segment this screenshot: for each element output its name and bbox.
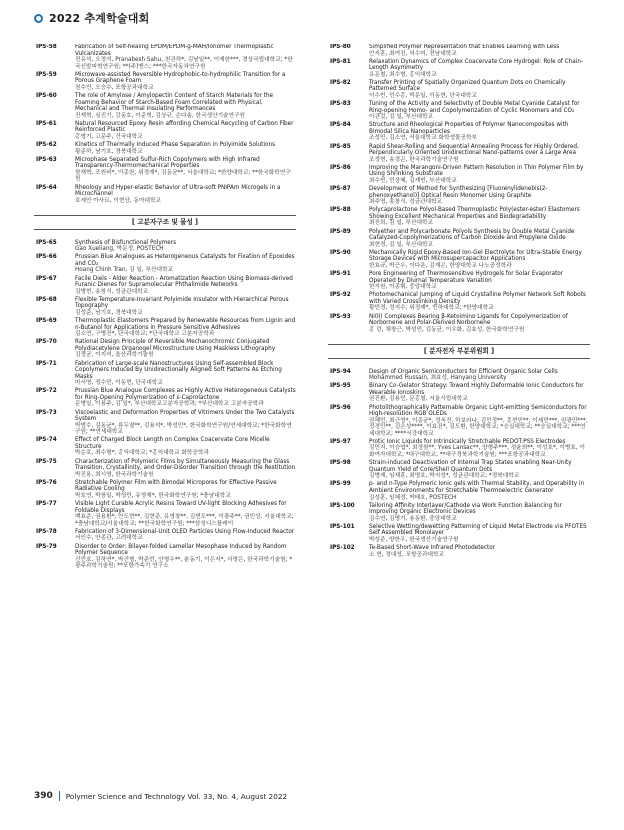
abstract-body xyxy=(75,459,296,479)
abstract-authors: 김수연, 김병기, 용동환, 중앙대학교 xyxy=(369,515,457,522)
abstract-body xyxy=(75,297,296,317)
abstract-entry xyxy=(328,229,590,249)
abstract-authors: 황민경, 정지수, 위정재*, 인하대학교; *한양대학교 xyxy=(369,305,494,312)
abstract-authors: 홍 린, 채창근, 박성민, 김동균, 이우화, 김효성, 한국화학연구원 xyxy=(369,326,525,333)
abstract-entry xyxy=(328,524,590,544)
abstract-entry xyxy=(34,157,296,183)
abstract-title: Rational Design Principle of Reversible Mechanochromic Conjugated Polydiacetylene Organogel Microstructure Using Maskless Lithography xyxy=(75,339,276,352)
left-column xyxy=(34,44,296,780)
abstract-body xyxy=(369,186,590,206)
abstract-body xyxy=(369,369,590,382)
abstract-entry xyxy=(34,142,296,155)
abstract-authors: 신민호, 김하연*, 박건형, 박준민, 안형우**, 윤동기, 이은지*, 서명은, 한국과학기술원; *광주과학기술원; **포항가속기 연구소 xyxy=(75,556,293,570)
abstract-body xyxy=(75,410,296,436)
abstract-entry xyxy=(328,186,590,206)
abstract-code: IPS-68 xyxy=(36,296,57,303)
abstract-body xyxy=(369,250,590,270)
abstract-code: IPS-94 xyxy=(330,368,351,375)
abstract-entry xyxy=(328,122,590,142)
circle-bullet-icon xyxy=(34,14,43,23)
abstract-entry xyxy=(328,271,590,291)
abstract-body xyxy=(75,142,296,155)
abstract-code: IPS-86 xyxy=(330,164,351,171)
abstract-entry xyxy=(328,314,590,334)
abstract-authors: 마서영, 정수민, 이동현, 단국대학교 xyxy=(75,380,163,387)
abstract-entry xyxy=(34,410,296,436)
page-number: 390 xyxy=(34,791,53,801)
abstract-body xyxy=(75,480,296,500)
abstract-title: Photolithographically Patternable Organic Light-emitting Semiconductors for High-resolution RGB OLEDs xyxy=(369,404,587,418)
abstract-title: Prussian Blue Analogues as Heterogeneous Catalysts for Fixation of Epoxides and CO₂ xyxy=(75,254,295,267)
abstract-code: IPS-83 xyxy=(330,101,351,108)
abstract-authors: 서인수, 안종관, 고려대학교 xyxy=(75,535,143,542)
abstract-body xyxy=(369,503,590,523)
abstract-entry xyxy=(328,369,590,382)
abstract-entry xyxy=(328,250,590,270)
abstract-body xyxy=(75,437,296,457)
abstract-body xyxy=(75,529,296,542)
abstract-code: IPS-72 xyxy=(36,388,57,395)
abstract-code: IPS-82 xyxy=(330,79,351,86)
abstract-authors: 김병재, 임재훈, 최명호, 박지성*, 성균관대학교; *경북대학교 xyxy=(369,473,520,480)
abstract-entry xyxy=(34,361,296,387)
abstract-title: Stretchable Polymer Film with Bimodal Micropores for Effective Passive Radiative Cooling xyxy=(75,479,277,493)
abstract-entry xyxy=(328,460,590,480)
abstract-body xyxy=(75,339,296,359)
abstract-title: Transfer Printing of Spatially Organized Quantum Dots on Chemically Patterned Surface xyxy=(369,79,566,93)
abstract-entry xyxy=(34,297,296,317)
abstract-body xyxy=(75,276,296,296)
abstract-code: IPS-96 xyxy=(330,404,351,411)
abstract-title: Simplified Polymer Representation that Enables Learning with Less xyxy=(369,44,560,50)
abstract-authors: 소 현, 정대성, 포항공과대학교 xyxy=(369,551,444,558)
section-heading: [ 분자전자 부분위원회 ] xyxy=(328,344,590,359)
abstract-authors: 유문철, 최수형, 홍익대학교 xyxy=(369,71,437,78)
abstract-code: IPS-71 xyxy=(36,360,57,367)
abstract-body xyxy=(369,207,590,227)
abstract-body xyxy=(75,121,296,141)
abstract-code: IPS-60 xyxy=(36,93,57,100)
abstract-code: IPS-97 xyxy=(330,438,351,445)
abstract-title: Characterization of Polymeric Films by Simultaneously Measuring the Glass Transition, Crystallinity, and Order-Disorder Transition through the Restitution xyxy=(75,458,296,472)
abstract-title: The role of Amylose / Amylopectin Content of Starch Materials for the Foaming Behavior of Starch-Based Foam Correlated with Physical, Mechanical and Thermal Insulating Performances xyxy=(75,93,274,113)
abstract-entry xyxy=(34,318,296,338)
abstract-title: Mechanically Rigid Epoxy-Based Ion-Gel Electrolyte for Ultra-Stable Energy Storage Devices with Microsupercapacitor Applications xyxy=(369,249,582,263)
abstract-code: IPS-77 xyxy=(36,501,57,508)
page-header xyxy=(34,10,149,26)
abstract-body xyxy=(75,157,296,183)
abstract-entry xyxy=(328,481,590,501)
abstract-title: Microphase Separated Sulfur-Rich Copolymers with High Infrared Transparency-Thermomechanical Properties xyxy=(75,156,260,170)
abstract-authors: 이수빈, 민수홍, 박문일, 이동현, 단국대학교 xyxy=(369,93,477,100)
abstract-body xyxy=(75,501,296,527)
section-heading: [ 고분자구조 및 물성 ] xyxy=(34,215,296,230)
abstract-authors: 이관걸, 김 일, 부산대학교 xyxy=(369,114,433,121)
abstract-code: IPS-90 xyxy=(330,249,351,256)
abstract-body xyxy=(369,59,590,79)
page-title: 2022 추계학술대회 xyxy=(49,12,150,25)
abstract-title: Improving the Marangoni-Driven Pattern Resolution in Thin Polymer Film by Using Shrinking Substrate xyxy=(369,164,584,178)
abstract-entry xyxy=(34,459,296,479)
abstract-title: Binary Co-Gelator Strategy: Toward Highly Deformable Ionic Conductors for Wearable Ionoskins xyxy=(369,383,584,396)
abstract-entry xyxy=(34,185,296,205)
abstract-authors: 안지훈, 최여진, 허수미, 전남대학교 xyxy=(369,50,457,57)
abstract-entry xyxy=(34,544,296,570)
abstract-title: Rheology and Hyper-elastic Behavior of Ultra-soft PNIPAm Microgels in a Microchannel xyxy=(75,184,281,198)
abstract-body xyxy=(369,80,590,100)
abstract-code: IPS-75 xyxy=(36,458,57,465)
abstract-body xyxy=(75,240,296,253)
abstract-code: IPS-93 xyxy=(330,313,351,320)
abstract-code: IPS-84 xyxy=(330,122,351,129)
abstract-entry xyxy=(328,439,590,459)
abstract-entry xyxy=(328,44,590,57)
abstract-title: Visible Light Curable Acrylic Resins Toward UV-light Blocking Adhesives for Foldable Displays xyxy=(75,501,287,514)
abstract-title: Microwave-assisted Reversible Hydrophobic-to-hydrophilic Transition for a Porous Graphene Foam xyxy=(75,71,286,85)
abstract-code: IPS-65 xyxy=(36,239,57,246)
abstract-body xyxy=(369,144,590,164)
abstract-entry xyxy=(34,276,296,296)
abstract-title: Ni(II) Complexes Bearing β-Ketoimino Ligands for Copolymerization of Norbornene and Polar-Derived Norbornene xyxy=(369,313,568,327)
abstract-code: IPS-79 xyxy=(36,543,57,550)
abstract-title: Facile Diels - Alder Reaction - Aromatization Reaction Using Biomass-derived Furanic Dienes for Supramolecular Phthalimide Networks xyxy=(75,275,293,289)
abstract-title: Te-Based Short-Wave Infrared Photodetector xyxy=(369,545,496,552)
abstract-authors: 박성준, 양한우, 한국생산기술연구원 xyxy=(369,536,459,543)
abstract-code: IPS-99 xyxy=(330,481,351,488)
abstract-code: IPS-76 xyxy=(36,479,57,486)
abstract-title: Fabrication of 3-Dimensional-Unit OLED Particles Using Flow-Induced Reactor xyxy=(75,528,295,535)
abstract-title: Effect of Charged Block Length on Complex Coacervate Core Micelle Structure xyxy=(75,437,270,450)
abstract-body xyxy=(75,544,296,570)
abstract-body xyxy=(75,44,296,70)
abstract-title: p- and n-Type Polymeric Ionic gels with Thermal Stability, and Operability in Ambient Environments for Stretchable Thermoelectric Generator xyxy=(369,481,585,494)
abstract-entry xyxy=(34,529,296,542)
abstract-authors: 김병현, 송창식, 성균관대학교 xyxy=(75,288,149,295)
abstract-authors: 박진용, 최시영, 한국과학기술원 xyxy=(75,471,154,478)
abstract-title: Tailoring Affinity Interlayer/Cathode via Work Function Balancing for Improving Organic Electronic Devices xyxy=(369,502,562,516)
abstract-code: IPS-67 xyxy=(36,275,57,282)
abstract-entry xyxy=(328,503,590,523)
abstract-entry xyxy=(34,240,296,253)
abstract-authors: 최수빈, 민상혜, 김재빈, 부산대학교 xyxy=(369,177,457,184)
abstract-title: Flexible Temperature-Invariant Polyimide Insulator with Hierarchical Porous Topography xyxy=(75,296,289,310)
abstract-entry xyxy=(328,207,590,227)
abstract-title: Protic Ionic Liquids for Intrinsically Stretchable PEDOT:PSS Electrodes xyxy=(369,438,566,445)
abstract-entry xyxy=(34,501,296,527)
abstract-authors: 조정현, 송정곤, 한국과학기술연구원 xyxy=(369,156,459,163)
abstract-authors: 권진환, 김용민, 문홍철, 서울시립대학교 xyxy=(369,396,468,403)
abstract-title: Kinetics of Thermally Induced Phase Separation in Polyimide Solutions xyxy=(75,142,276,149)
abstract-body xyxy=(75,72,296,92)
abstract-entry xyxy=(328,59,590,79)
abstract-title: Tuning of the Activity and Selectivity of Double Metal Cyanide Catalyst for Ring-opening Homo- and Copolymerization of Cyclic Monomers and CO₂ xyxy=(369,101,580,114)
journal-citation: Polymer Science and Technology Vol. 33, No. 4, August 2022 xyxy=(65,791,288,801)
abstract-authors: 문병일, 이용주, 김 일*, 부산대학교고분자공학과; *부산대학교 고분자공학과 xyxy=(75,401,264,408)
abstract-body xyxy=(369,165,590,185)
abstract-entry xyxy=(328,405,590,438)
abstract-title: Prussian Blue Analogue Complexes as Highly Active Heterogeneous Catalysts for Ring-Opening Polymerization of ε-Caprolactone xyxy=(75,388,296,401)
abstract-code: IPS-91 xyxy=(330,271,351,278)
abstract-code: IPS-85 xyxy=(330,143,351,150)
abstract-authors: Mohammed Hussain, 최효성, Hanyang University xyxy=(369,375,507,382)
abstract-entry xyxy=(34,437,296,457)
abstract-authors: 박순호, 최수형*, 홍익대학교; *홍익대학교 화학공학과 xyxy=(75,450,209,457)
abstract-title: Selective Wetting/dewetting Patterning of Liquid Metal Electrode via PFOTES Self Assembled Monolayer xyxy=(369,523,587,537)
abstract-entry xyxy=(328,80,590,100)
abstract-title: Synthesis of Bisfunctional Polymers xyxy=(75,239,177,246)
abstract-authors: 박범수, 김동균*, 류두열**, 김용석*, 박성민*, 한국화학연구원/연세대학교; *한국화학연구원; **연세대학교 xyxy=(75,422,292,436)
abstract-body xyxy=(75,254,296,274)
abstract-title: Rapid Shear-Rolling and Sequential Annealing Process for Highly Ordered, Perpendicularly Oriented Unidirectional Nano-patterns over a Large Area xyxy=(369,143,579,157)
abstract-code: IPS-61 xyxy=(36,120,57,127)
abstract-entry xyxy=(34,339,296,359)
abstract-title: Polyether and Polycarbonate Polyols Synthesis by Double Metal Cyanide Catalyzed-Copolymerizations of Carbon Dioxide and Propylene Oxide xyxy=(369,228,575,242)
abstract-code: IPS-58 xyxy=(36,44,57,50)
abstract-code: IPS-59 xyxy=(36,71,57,78)
abstract-authors: 조성민, 김소연, 서울대학교 화학생물공학부 xyxy=(369,135,477,142)
abstract-body xyxy=(369,481,590,501)
abstract-title: Strain-induced Deactivation of Internal Trap States enabling Near-Unity Quantum Yield of Core/Shell Quantum Dots xyxy=(369,460,572,473)
abstract-body xyxy=(75,318,296,338)
abstract-body xyxy=(369,383,590,403)
abstract-authors: 백효준, 권용환*, 안도현**, 김현준, 유영창**, 김현도***, 이광주**, 권민상, 서울대학교; *충남대학교/서울대학교; **한국화학연구원; ***삼성디스플레이 xyxy=(75,514,294,527)
abstract-title: Disorder to Order: Bilayer-folded Lamellar Mesophase Induced by Random Polymer Sequence xyxy=(75,543,287,557)
abstract-code: IPS-92 xyxy=(330,292,351,299)
abstract-authors: 권혜민, 최근영*, 이종균*, 정욱진, 하보라나, 김민정**, 홍현민**, 이세민***, 권광민***, 정경민**, 김은성****, 이효진*, 김도환, 한양대학교; *승실대학교; **승실대학교; ***연세대학교; ****서강대학교 xyxy=(369,417,588,437)
abstract-code: IPS-73 xyxy=(36,409,57,416)
abstract-authors: 진재혁, 심진기, 강동호, 이준혁, 김상규, 손다솜, 한국생산기술연구원 xyxy=(75,112,246,119)
abstract-title: Viscoelastic and Deformation Properties of Vitrimers Under the Two Catalysts System xyxy=(75,409,295,423)
abstract-body xyxy=(369,545,590,558)
abstract-title: Development of Method for Synthesizing [Fluorenylidenebis(2-phenoxyethanol)] Optical Resin Monomer Using Graphite xyxy=(369,186,548,199)
abstract-title: Photomechanical Jumping of Liquid Crystalline Polymer Network Soft Robots with Varied Crosslinking Density xyxy=(369,292,586,305)
abstract-body xyxy=(369,44,590,57)
abstract-authors: 최주영, 송창식, 성균관대학교 xyxy=(369,199,443,206)
abstract-title: Fabrication of Self-healing EPDM/EPDM-g-MAH/Ionomer Thermoplastic Vulcanizates xyxy=(75,44,274,57)
abstract-authors: 홍영기, 고문주, 건국대학교 xyxy=(75,133,143,140)
abstract-title: Pore Engineering of Thermosensitive Hydrogels for Solar Evaporator Operated by Diurnal Temperature Variation xyxy=(369,271,564,284)
abstract-code: IPS-100 xyxy=(330,502,355,509)
abstract-entry xyxy=(34,72,296,92)
abstract-body xyxy=(369,314,590,334)
abstract-body xyxy=(369,101,590,121)
right-column xyxy=(328,44,590,780)
abstract-title: Polycaprolactone Polyol-Based Thermoplastic Poly(ester-ester) Elastomers Showing Excellent Mechanical Properties and Biodegradability xyxy=(369,207,580,220)
abstract-entry xyxy=(328,383,590,403)
page-footer xyxy=(34,789,287,803)
abstract-entry xyxy=(34,121,296,141)
abstract-entry xyxy=(328,101,590,121)
abstract-authors: 최진희, 김 일, 부산대학교 xyxy=(369,220,433,227)
abstract-title: Natural Resourced Epoxy Resin affording Chemical Recycling of Carbon Fiber Reinforced Plastic xyxy=(75,120,294,134)
abstract-body xyxy=(369,405,590,438)
abstract-entry xyxy=(328,292,590,312)
abstract-body xyxy=(75,185,296,205)
abstract-entry xyxy=(34,93,296,119)
abstract-body xyxy=(75,388,296,408)
abstract-body xyxy=(75,93,296,119)
abstract-authors: Hoang Chinh Tran, 김 일, 부산대학교 xyxy=(75,267,174,274)
abstract-body xyxy=(369,229,590,249)
abstract-code: IPS-66 xyxy=(36,254,57,261)
abstract-authors: 호세안 아사르, 이현상, 동아대학교 xyxy=(75,197,161,204)
abstract-code: IPS-95 xyxy=(330,383,351,390)
abstract-code: IPS-69 xyxy=(36,318,57,325)
abstract-body xyxy=(75,361,296,387)
abstract-code: IPS-81 xyxy=(330,58,351,65)
abstract-body xyxy=(369,292,590,312)
abstract-code: IPS-74 xyxy=(36,437,57,444)
abstract-entry xyxy=(34,388,296,408)
abstract-authors: 김성훈, 임혜정, 박태호, POSTECH xyxy=(369,494,457,501)
abstract-authors: 김정균, 이지석, 울산과학기술원 xyxy=(75,352,154,359)
abstract-entry xyxy=(328,165,590,185)
abstract-title: Thermoplastic Elastomers Prepared by Renewable Resources from Lignin and n-Butanol for Applications in Pressure Sensitive Adhesives xyxy=(75,318,296,331)
abstract-code: IPS-87 xyxy=(330,186,351,193)
abstract-code: IPS-62 xyxy=(36,142,57,149)
footer-divider xyxy=(59,791,60,801)
abstract-authors: 전유석, 오정석, Pranabesh Sahu, 천관하*, 김남일**, 이재한***, 경상국립대학교; *한국신발피혁연구원; **(주)엔스; ***한국자동차연구원 xyxy=(75,57,293,70)
abstract-entry xyxy=(34,480,296,500)
abstract-title: Design of Organic Semiconductors for Efficient Organic Solar Cells xyxy=(369,368,558,375)
abstract-authors: 최현경, 김 일, 부산대학교 xyxy=(369,241,433,248)
abstract-code: IPS-70 xyxy=(36,339,57,346)
abstract-authors: 황준하, 남기호, 경북대학교 xyxy=(75,148,143,155)
abstract-authors: 한지원, 이종휘, 중앙대학교 xyxy=(369,284,437,291)
abstract-body xyxy=(369,439,590,459)
abstract-entry xyxy=(328,545,590,558)
abstract-authors: 천수민, 오승수, 포항공과대학교 xyxy=(75,84,154,91)
abstract-code: IPS-80 xyxy=(330,44,351,50)
abstract-body xyxy=(369,460,590,480)
abstract-title: Fabrication of Large-scale Nanostructures Using Self-assembled Block Copolymers Induced By Unidirectionally Aligned Soft Patterns As Etching Masks xyxy=(75,360,282,380)
abstract-authors: 한효규, 박근우, 이다운, 김재곤, 한양대학교 나노공정학과 xyxy=(369,262,512,269)
abstract-code: IPS-98 xyxy=(330,460,351,467)
abstract-authors: Gao Xueliang, 박문정, POSTECH xyxy=(75,246,164,253)
abstract-title: Structure and Rheological Properties of Polymer Nanocomposites with Bimodal Silica Nanoparticles xyxy=(369,122,569,135)
abstract-body xyxy=(369,122,590,142)
abstract-code: IPS-88 xyxy=(330,207,351,214)
abstract-code: IPS-78 xyxy=(36,528,57,535)
abstract-authors: 박호연, 박창일, 박성민, 유영재*, 한국화학연구원; *충남대학교 xyxy=(75,492,231,499)
abstract-code: IPS-101 xyxy=(330,523,355,530)
abstract-authors: 함재혁, 조원비*, 이종찬, 위정재*, 김동균**, 서울대학교; *한양대학교; **한국화학연구원 xyxy=(75,169,291,183)
abstract-code: IPS-64 xyxy=(36,184,57,191)
abstract-body xyxy=(369,271,590,291)
abstract-authors: 김성준, 남기호, 경북대학교 xyxy=(75,309,143,316)
abstract-body xyxy=(369,524,590,544)
abstract-authors: 김소연, 구병진*, 단국대학교; *단국대학교 고분자공학과 xyxy=(75,331,215,338)
abstract-entry xyxy=(328,144,590,164)
abstract-entry xyxy=(34,44,296,70)
abstract-code: IPS-102 xyxy=(330,545,355,552)
abstract-code: IPS-89 xyxy=(330,228,351,235)
abstract-authors: 김민지, 이승엽*, 최정원**, Yves Lansac**, 양형주***, 정윤희**, 이성호*, 이병호, 이화여자대학교; *대구대학교; **대구경북과학기술원; ***포항공과대학교 xyxy=(369,445,586,459)
abstract-code: IPS-63 xyxy=(36,156,57,163)
abstract-entry xyxy=(34,254,296,274)
abstract-title: Relaxation Dynamics of Complex Coacervate Core Hydrogel: Role of Chain-Length Asymmetry xyxy=(369,58,583,72)
